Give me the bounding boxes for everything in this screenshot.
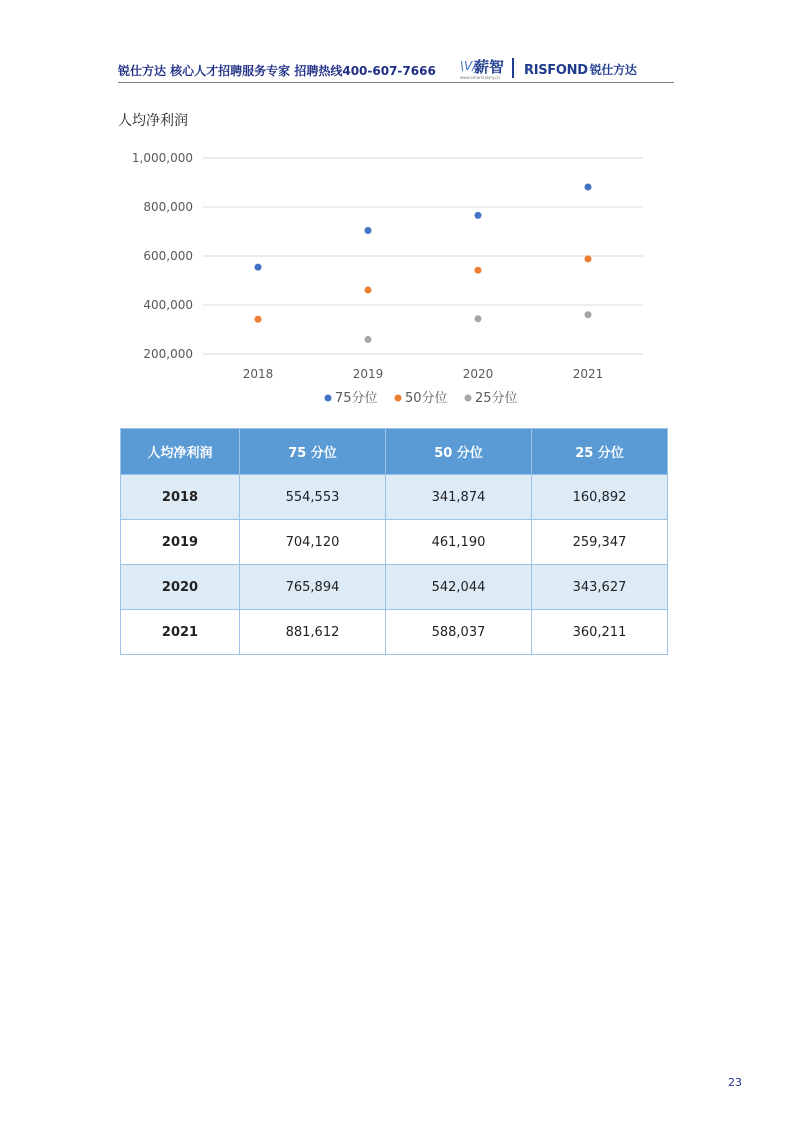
data-point (475, 315, 482, 322)
data-point (365, 336, 372, 343)
data-point (255, 264, 262, 271)
legend-label: 75分位 (335, 391, 378, 406)
table-cell-year: 2021 (121, 610, 240, 655)
risfond-logo-en: RISFOND (524, 63, 588, 78)
legend-marker (395, 395, 402, 402)
x-tick-label: 2020 (462, 367, 494, 381)
xinzhi-logo-name: 薪智 (474, 58, 505, 76)
data-point (585, 311, 592, 318)
table-row (121, 565, 668, 610)
x-tick-label: 2021 (572, 367, 604, 381)
legend-marker (465, 395, 472, 402)
table-cell: 259,347 (532, 520, 668, 565)
page-number: 23 (728, 1076, 742, 1089)
data-point (585, 255, 592, 262)
legend-marker (325, 395, 332, 402)
table-cell-year: 2018 (121, 475, 240, 520)
table-cell-year: 2020 (121, 565, 240, 610)
data-point (585, 184, 592, 191)
xinzhi-logo-url: www.smartsalary.cn (460, 75, 500, 80)
y-tick-label: 800,000 (143, 200, 193, 214)
logo-divider (512, 58, 514, 78)
table-cell: 341,874 (386, 475, 532, 520)
xinzhi-logo (460, 55, 510, 81)
table-header-cell: 人均净利润 (121, 429, 240, 475)
legend-label: 50分位 (405, 391, 448, 406)
table-cell: 343,627 (532, 565, 668, 610)
table-cell: 360,211 (532, 610, 668, 655)
page-header (118, 52, 674, 83)
table-cell: 461,190 (386, 520, 532, 565)
y-tick-label: 600,000 (143, 249, 193, 263)
table-cell: 160,892 (532, 475, 668, 520)
table-cell: 588,037 (386, 610, 532, 655)
scatter-chart (118, 140, 678, 420)
table-cell: 554,553 (240, 475, 386, 520)
table-header-cell: 50 分位 (386, 429, 532, 475)
table-header-cell: 75 分位 (240, 429, 386, 475)
table-cell: 542,044 (386, 565, 532, 610)
table-cell: 881,612 (240, 610, 386, 655)
y-tick-label: 400,000 (143, 298, 193, 312)
chart-title: 人均净利润 (118, 113, 188, 129)
risfond-logo-cn: 锐仕方达 (589, 63, 637, 77)
table-row (121, 610, 668, 655)
table-cell: 765,894 (240, 565, 386, 610)
data-point (365, 227, 372, 234)
legend-label: 25分位 (475, 391, 518, 406)
y-tick-label: 1,000,000 (131, 151, 193, 165)
table-cell: 704,120 (240, 520, 386, 565)
x-tick-label: 2018 (242, 367, 274, 381)
x-tick-label: 2019 (352, 367, 384, 381)
table-row (121, 520, 668, 565)
table-cell-year: 2019 (121, 520, 240, 565)
table-row (121, 475, 668, 520)
table-header-cell: 25 分位 (532, 429, 668, 475)
profit-table (120, 428, 668, 655)
header-slogan: 锐仕方达 核心人才招聘服务专家 招聘热线400-607-7666 (118, 64, 436, 78)
risfond-logo (524, 61, 637, 78)
data-point (475, 212, 482, 219)
xinzhi-logo-mark: \V/ (460, 59, 477, 73)
data-point (365, 287, 372, 294)
y-tick-label: 200,000 (143, 347, 193, 361)
data-point (475, 267, 482, 274)
data-point (255, 316, 262, 323)
table-header-row (121, 429, 668, 475)
